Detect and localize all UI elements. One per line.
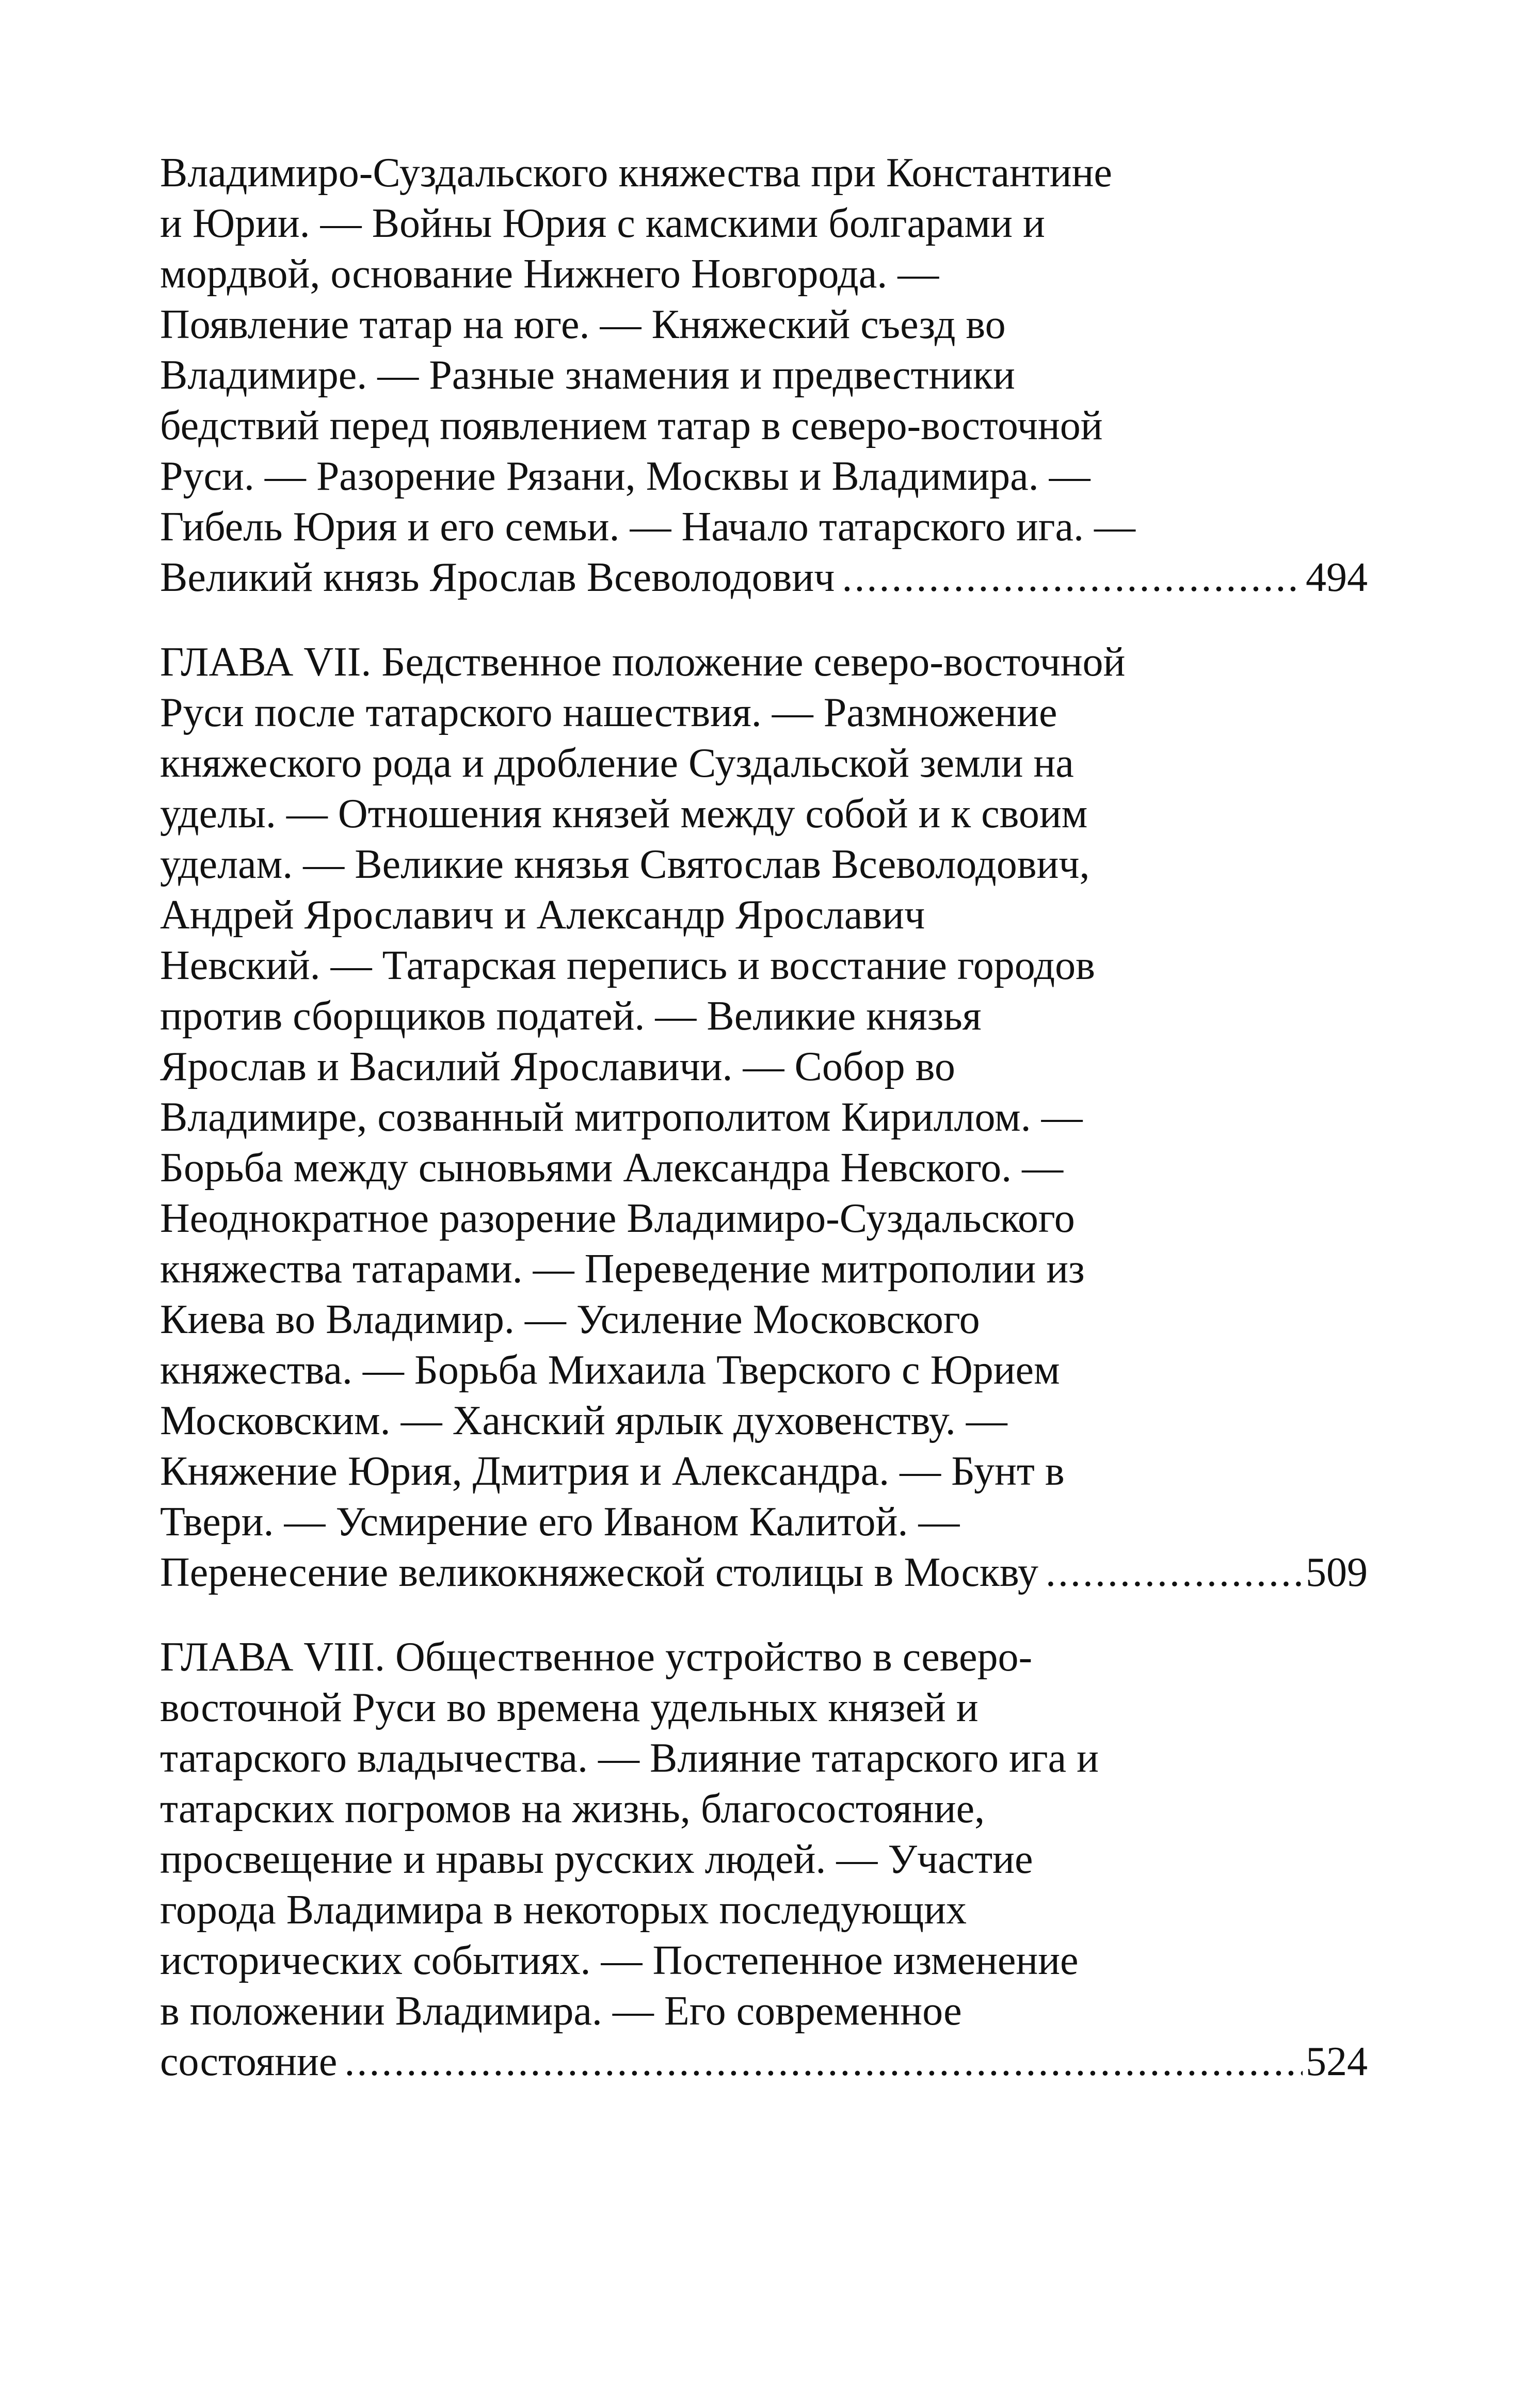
entry-text-line: Владимиро-Суздальского княжества при Константине xyxy=(160,150,1112,196)
entry-text-line: против сборщиков податей. — Великие князья xyxy=(160,993,982,1039)
dot-leader xyxy=(344,2036,1303,2087)
entry-text-line: княжества татарами. — Переведение митрополии из xyxy=(160,1246,1085,1292)
entry-text-line: Владимире. — Разные знамения и предвестники xyxy=(160,352,1015,398)
entry-text-line: Московским. — Ханский ярлык духовенству. — xyxy=(160,1398,1007,1443)
page-number: 524 xyxy=(1306,2039,1368,2084)
entry-text-line: Княжение Юрия, Дмитрия и Александра. — Бунт в xyxy=(160,1449,1065,1494)
entry-text-line: Появление татар на юге. — Княжеский съезд во xyxy=(160,302,1006,347)
entry-text-line: бедствий перед появлением татар в северо-восточной xyxy=(160,403,1103,448)
entry-text-line: Андрей Ярославич и Александр Ярославич xyxy=(160,892,925,938)
entry-text-line: состояние xyxy=(160,2039,338,2084)
entry-text-line: Великий князь Ярослав Всеволодович xyxy=(160,555,835,600)
entry-text-line: Невский. — Татарская перепись и восстание городов xyxy=(160,943,1095,988)
entry-text-line: Руси. — Разорение Рязани, Москвы и Владимира. — xyxy=(160,454,1091,499)
dot-leader xyxy=(842,552,1303,603)
entry-text-line: Неоднократное разорение Владимиро-Суздальского xyxy=(160,1196,1075,1241)
entry-last-line xyxy=(160,552,1368,603)
toc-page xyxy=(160,148,1368,2121)
entry-text-line: княжества. — Борьба Михаила Тверского с Юрием xyxy=(160,1347,1060,1393)
entry-text-line: Твери. — Усмирение его Иваном Калитой. — xyxy=(160,1499,960,1545)
entry-text-line: Борьба между сыновьями Александра Невского. — xyxy=(160,1145,1064,1191)
toc-entry-1 xyxy=(160,148,1368,603)
toc-entry-chapter-7 xyxy=(160,637,1368,1598)
entry-text-line: уделы. — Отношения князей между собой и к своим xyxy=(160,791,1088,837)
entry-text-line: Ярослав и Василий Ярославичи. — Собор во xyxy=(160,1044,955,1089)
dot-leader xyxy=(1046,1547,1303,1598)
entry-last-line xyxy=(160,1547,1368,1598)
entry-text-line: Руси после татарского нашествия. — Размножение xyxy=(160,690,1057,735)
entry-text-line: ГЛАВА VII. Бедственное положение северо-восточной xyxy=(160,639,1126,685)
page-number: 494 xyxy=(1306,555,1368,600)
entry-text-line: мордвой, основание Нижнего Новгорода. — xyxy=(160,251,939,297)
entry-text-line: Киева во Владимир. — Усиление Московского xyxy=(160,1297,980,1342)
entry-text-line: Перенесение великокняжеской столицы в Москву xyxy=(160,1550,1038,1595)
entry-text-line: просвещение и нравы русских людей. — Участие xyxy=(160,1837,1033,1882)
entry-text-line: восточной Руси во времена удельных князей и xyxy=(160,1685,979,1730)
entry-text-line: Владимире, созванный митрополитом Кириллом. — xyxy=(160,1095,1083,1140)
entry-text-line: Гибель Юрия и его семьи. — Начало татарского ига. — xyxy=(160,504,1135,550)
entry-text-line: уделам. — Великие князья Святослав Всеволодович, xyxy=(160,842,1090,887)
entry-text-line: ГЛАВА VIII. Общественное устройство в северо- xyxy=(160,1634,1033,1680)
entry-text-line: в положении Владимира. — Его современное xyxy=(160,1988,962,2034)
entry-text-line: и Юрии. — Войны Юрия с камскими болгарами и xyxy=(160,201,1045,246)
entry-text-line: исторических событиях. — Постепенное изменение xyxy=(160,1938,1079,1983)
entry-text-line: татарских погромов на жизнь, благосостояние, xyxy=(160,1786,985,1832)
entry-text-line: города Владимира в некоторых последующих xyxy=(160,1887,967,1933)
entry-last-line xyxy=(160,2036,1368,2087)
entry-text-line: татарского владычества. — Влияние татарского ига и xyxy=(160,1736,1099,1781)
entry-text-line: княжеского рода и дробление Суздальской земли на xyxy=(160,741,1074,786)
toc-entry-chapter-8 xyxy=(160,1632,1368,2087)
page-number: 509 xyxy=(1306,1550,1368,1595)
